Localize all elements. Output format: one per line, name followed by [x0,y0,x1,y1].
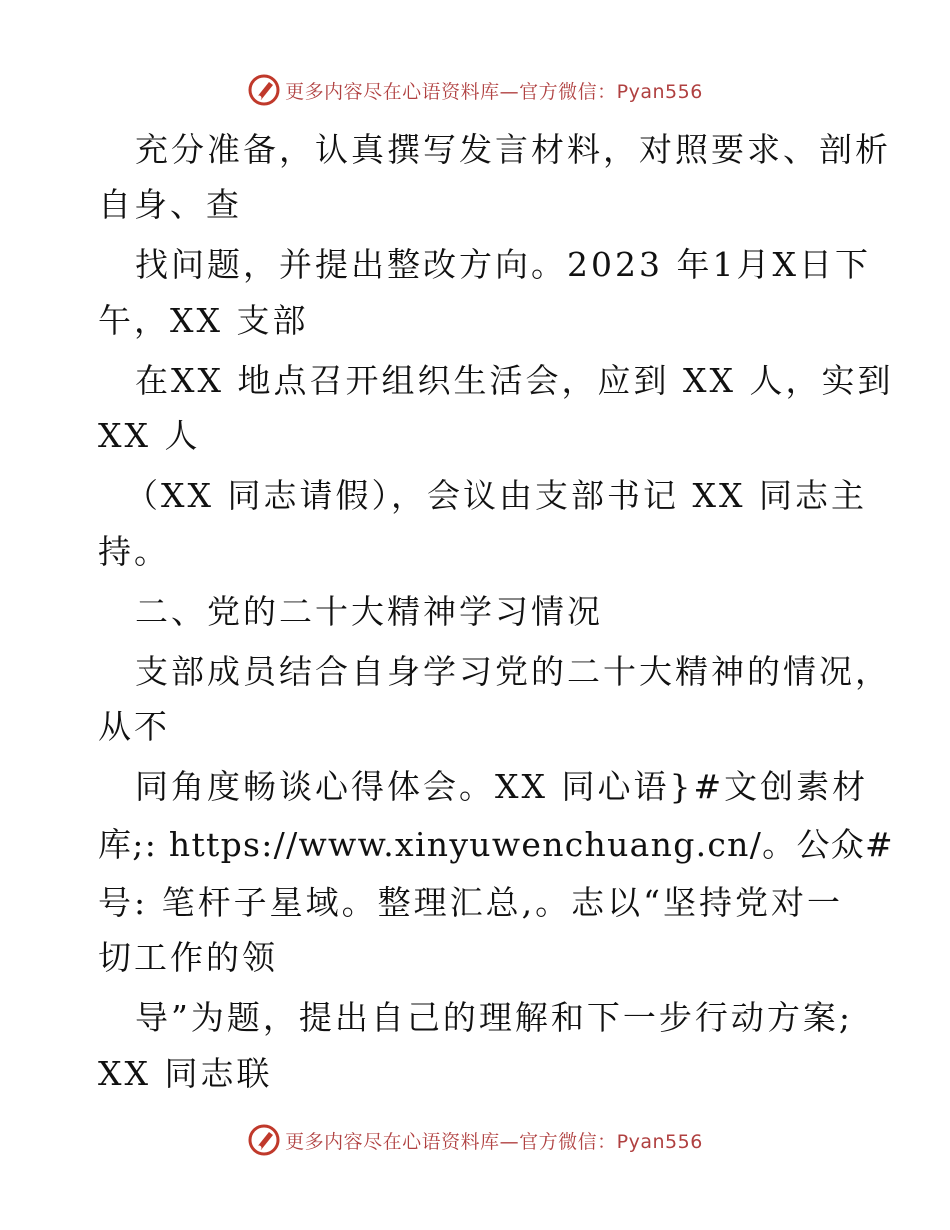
section-heading: 二、党的二十大精神学习情况 [135,592,603,631]
text-line: 库;: https://www.xinyuwenchuang.cn/。公众# [98,825,895,864]
banner-text: 更多内容尽在心语资料库—官方微信：Pyan556 [285,1130,703,1153]
banner-text: 更多内容尽在心语资料库—官方微信：Pyan556 [285,80,703,103]
red-pen-nib-icon [247,1123,281,1157]
text-line: 午，XX 支部 [98,301,309,340]
text-line: 充分准备，认真撰写发言材料，对照要求、剖析 [135,130,891,169]
text-line: 导”为题，提出自己的理解和下一步行动方案; [135,998,853,1037]
header-banner [0,70,950,110]
red-pen-nib-icon [247,73,281,107]
text-line: 持。 [98,532,170,571]
text-line: 从不 [98,707,170,746]
text-line: 在XX 地点召开组织生活会，应到 XX 人，实到 [135,361,894,400]
text-line: 同角度畅谈心得体会。XX 同心语}#文创素材 [135,767,869,806]
text-line: XX 人 [98,416,201,455]
text-line: 切工作的领 [98,938,278,977]
text-line: 自身、查 [98,185,242,224]
footer-banner [0,1120,950,1160]
text-line: （XX 同志请假），会议由支部书记 XX 同志主 [125,476,867,515]
text-line: 支部成员结合自身学习党的二十大精神的情况， [135,652,891,691]
text-line: 号: 笔杆子星域。整理汇总,。志以“坚持党对一 [98,883,843,922]
text-line: 找问题，并提出整改方向。2023 年1月X日下 [135,245,871,284]
text-line: XX 同志联 [98,1054,273,1093]
